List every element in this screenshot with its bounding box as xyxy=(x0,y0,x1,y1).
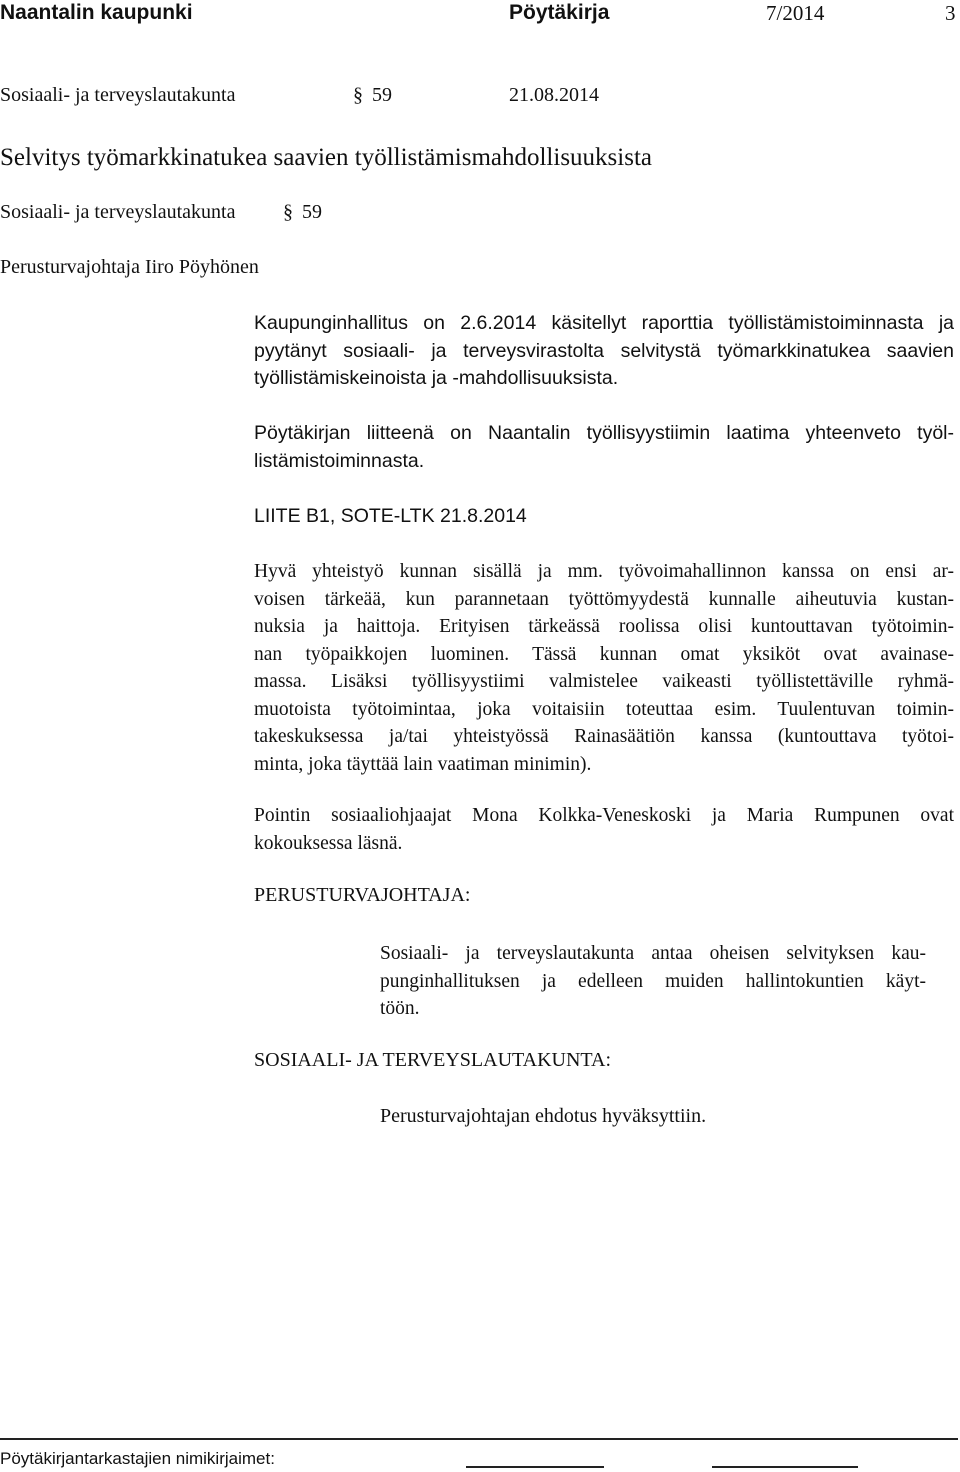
paragraph-line: takeskuksessa ja/tai yhteistyössä Rainasäätiön kanssa (kuntouttava työtoi- xyxy=(254,726,954,747)
paragraph-line: pyytänyt sosiaali- ja terveysvirastolta selvitystä työmarkkinatukea saavien xyxy=(254,339,954,362)
paragraph-line: minta, joka täyttää lain vaatiman minimin). xyxy=(254,753,592,775)
paragraph-line: muotoista työtoimintaa, joka voitaisiin toteuttaa esim. Tuulentuvan toimin- xyxy=(254,698,954,720)
header-issue: 7/2014 xyxy=(766,1,825,25)
item-section-number: 59 xyxy=(302,201,322,223)
decision-text: Perusturvajohtajan ehdotus hyväksyttiin. xyxy=(380,1105,707,1127)
decision-heading: SOSIAALI- JA TERVEYSLAUTAKUNTA: xyxy=(254,1049,612,1071)
attachment-text: LIITE B1, SOTE-LTK 21.8.2014 xyxy=(254,505,527,527)
paragraph-3 xyxy=(254,558,954,778)
paragraph-1 xyxy=(254,310,954,393)
paragraph-line: Pöytäkirjan liitteenä on Naantalin työllisyystiimin laatima yhteenveto työl- xyxy=(254,422,954,444)
paragraph-line: voisen tärkeää, kun parannetaan työttömyydestä kunnalle aiheutuvia kustan- xyxy=(254,588,954,610)
item-section-sign: § xyxy=(283,201,293,223)
paragraph-line: Pointin sosiaaliohjaajat Mona Kolkka-Veneskoski ja Maria Rumpunen ovat xyxy=(254,805,954,826)
header-page-number: 3 xyxy=(945,1,956,25)
meeting-section-sign: § xyxy=(353,84,363,106)
meeting-date: 21.08.2014 xyxy=(509,84,599,106)
meeting-body: Sosiaali- ja terveyslautakunta xyxy=(0,84,236,106)
proposal-heading: PERUSTURVAJOHTAJA: xyxy=(254,884,471,906)
meeting-section-number: 59 xyxy=(372,84,392,106)
paragraph-line: nuksia ja haittoja. Erityisen tärkeässä roolissa olisi kuntouttavan työtoimin- xyxy=(254,616,954,637)
proposal-line: Sosiaali- ja terveyslautakunta antaa oheisen selvityksen kau- xyxy=(380,943,926,964)
paragraph-line: massa. Lisäksi työllisyystiimi valmistelee vaikeasti työllistettäville ryhmä- xyxy=(254,671,954,692)
paragraph-line: kokouksessa läsnä. xyxy=(254,832,403,854)
paragraph-line: listämistoiminnasta. xyxy=(254,449,425,472)
signature-line-2[interactable] xyxy=(712,1466,858,1468)
paragraph-2 xyxy=(254,420,954,475)
paragraph-line: työllistämiskeinoista ja -mahdollisuuksista. xyxy=(254,367,619,389)
signature-line-1[interactable] xyxy=(466,1466,604,1468)
header-doc-type: Pöytäkirja xyxy=(509,1,610,24)
paragraph-line: nan työpaikkojen luominen. Tässä kunnan omat yksiköt ovat avainase- xyxy=(254,643,954,665)
paragraph-4 xyxy=(254,802,954,857)
footer-divider xyxy=(0,1438,958,1440)
header-org: Naantalin kaupunki xyxy=(0,1,193,24)
item-title: Selvitys työmarkkinatukea saavien työllistämismahdollisuuksista xyxy=(0,144,653,171)
proposal-line: töön. xyxy=(380,998,420,1019)
proposal-line: punginhallituksen ja edelleen muiden hallintokuntien käyt- xyxy=(380,970,926,992)
attachment-reference xyxy=(254,503,954,531)
paragraph-line: Kaupunginhallitus on 2.6.2014 käsitellyt raporttia työllistämistoiminnasta ja xyxy=(254,312,954,334)
item-body: Sosiaali- ja terveyslautakunta xyxy=(0,201,236,223)
proposal-text xyxy=(380,940,926,1023)
paragraph-line: Hyvä yhteistyö kunnan sisällä ja mm. työvoimahallinnon kanssa on ensi ar- xyxy=(254,561,954,582)
footer-signatures-label: Pöytäkirjantarkastajien nimikirjaimet: xyxy=(0,1449,275,1468)
item-preparer: Perusturvajohtaja Iiro Pöyhönen xyxy=(0,256,259,278)
